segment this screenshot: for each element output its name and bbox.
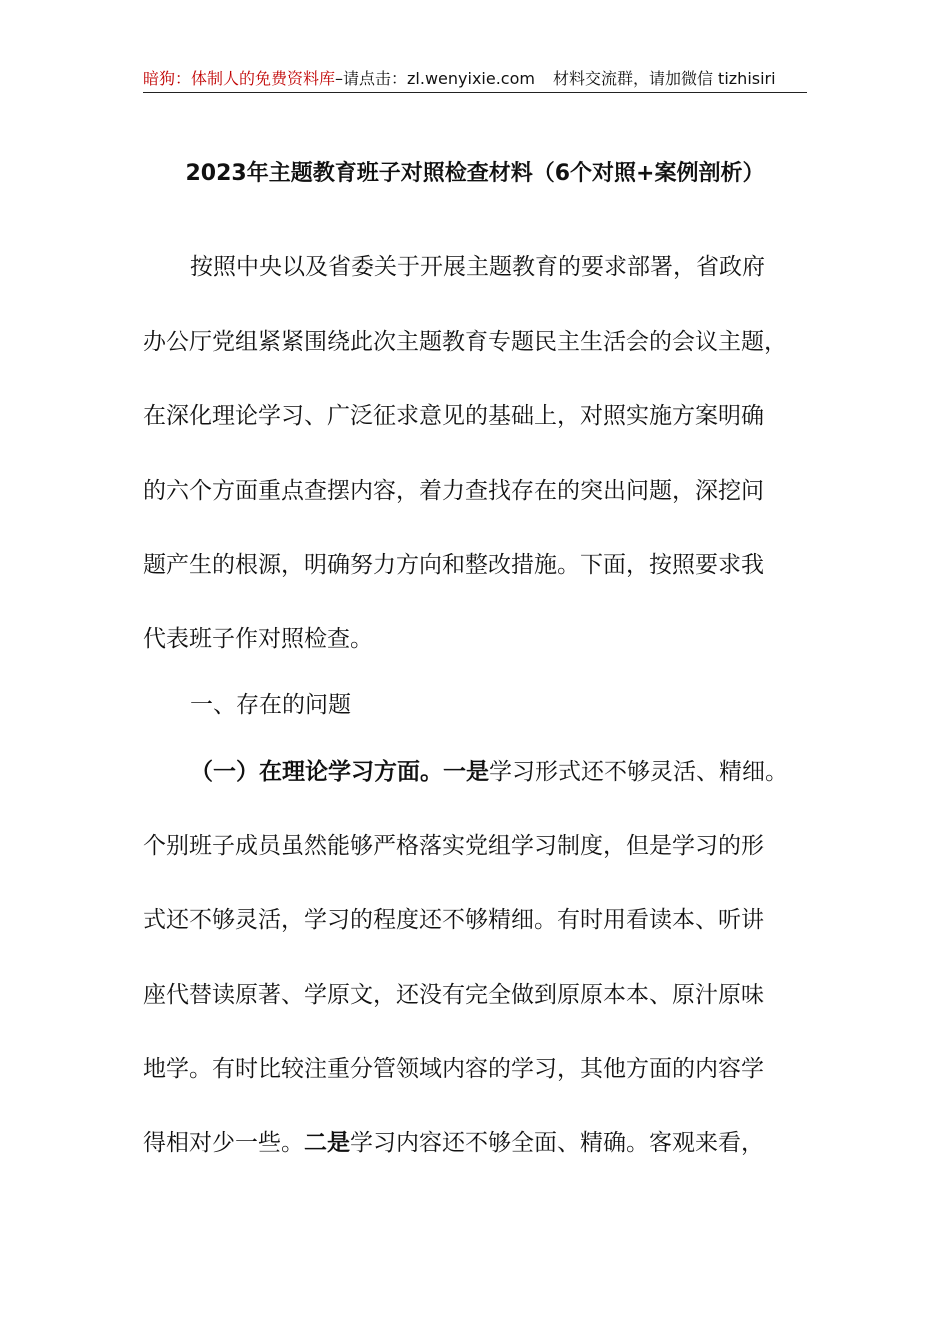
header-divider — [143, 92, 807, 93]
subsection-line — [190, 755, 788, 789]
paragraph-line: 个别班子成员虽然能够严格落实党组学习制度，但是学习的形 — [143, 833, 764, 859]
subsection-text: 学习形式还不够灵活、精细。 — [489, 759, 788, 785]
header-link[interactable]: zl.wenyixie.com — [407, 69, 535, 88]
paragraph-line: 办公厅党组紧紧围绕此次主题教育专题民主生活会的会议主题， — [143, 329, 787, 355]
paragraph-line: 按照中央以及省委关于开展主题教育的要求部署，省政府 — [190, 254, 765, 280]
last-line-bold: 二是 — [304, 1130, 350, 1156]
section-heading: 一、存在的问题 — [190, 692, 351, 718]
paragraph-line — [143, 1126, 764, 1160]
paragraph-line: 式还不够灵活，学习的程度还不够精细。有时用看读本、听讲 — [143, 907, 764, 933]
last-line-after: 学习内容还不够全面、精确。客观来看， — [350, 1130, 764, 1156]
paragraph-line: 在深化理论学习、广泛征求意见的基础上，对照实施方案明确 — [143, 403, 764, 429]
header-wechat-note: 材料交流群，请加微信 tizhisiri — [552, 69, 776, 88]
paragraph-line: 代表班子作对照检查。 — [143, 626, 373, 652]
document-title: 2023年主题教育班子对照检查材料（6个对照+案例剖析） — [185, 161, 765, 186]
header-ad-text: 暗狗：体制人的免费资料库 — [143, 69, 336, 88]
subsection-heading: （一）在理论学习方面。一是 — [190, 759, 489, 785]
paragraph-line: 座代替读原著、学原文，还没有完全做到原原本本、原汁原味 — [143, 982, 764, 1008]
page-header — [143, 68, 807, 94]
paragraph-line: 的六个方面重点查摆内容，着力查找存在的突出问题，深挖问 — [143, 478, 764, 504]
paragraph-line: 地学。有时比较注重分管领域内容的学习，其他方面的内容学 — [143, 1056, 764, 1082]
header-link-prefix: –请点击： — [335, 69, 408, 88]
last-line-before: 得相对少一些。 — [143, 1130, 304, 1156]
paragraph-line: 题产生的根源，明确努力方向和整改措施。下面，按照要求我 — [143, 552, 764, 578]
